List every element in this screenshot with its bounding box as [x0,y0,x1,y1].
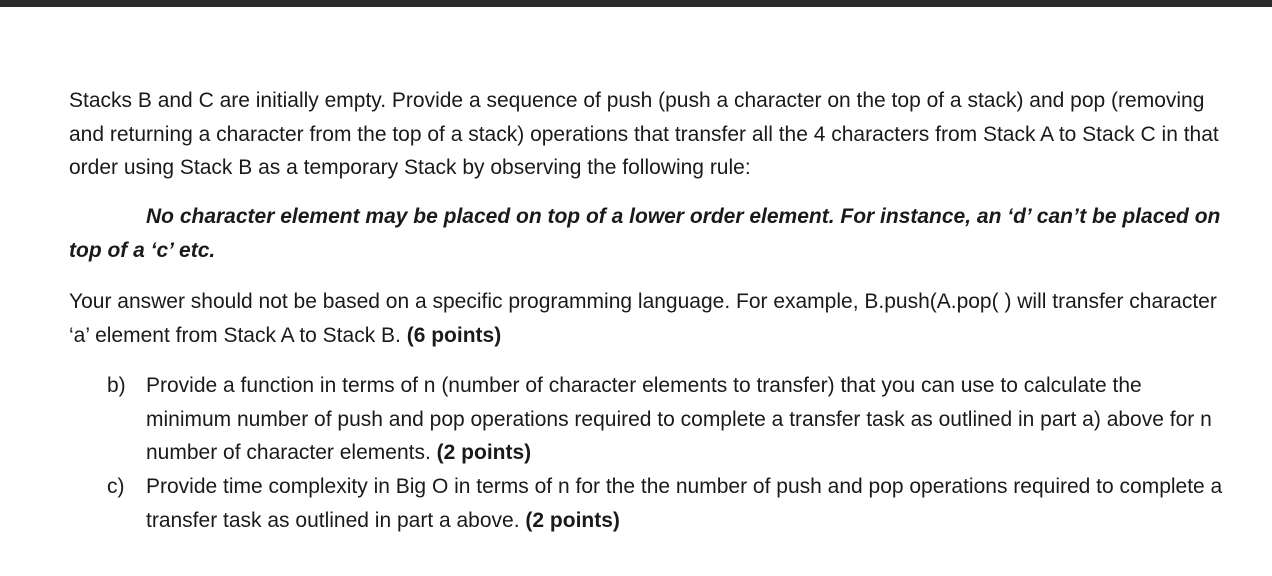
list-marker-b: b) [107,374,126,397]
rule-paragraph: No character element may be placed on top of a lower order element. For instance, an ‘d’ can’t be placed on top of a ‘c’ etc. [69,205,1221,262]
list-text-b-body: Provide a function in terms of n (number of character elements to transfer) that you can use to calculate the minimum number of push and pop operations required to complete a transfer task as outlined in part a) above for n number of character elements. [146,374,1212,464]
list-text-c-body: Provide time complexity in Big O in terms of n for the the number of push and pop operations required to complete a transfer task as outlined in part a above. [146,475,1223,532]
list-points-b: (2 points) [436,441,532,464]
list-points-c: (2 points) [525,508,620,532]
list-text-c [146,470,1231,537]
list-marker-c: c) [107,475,125,498]
intro-paragraph: Stacks B and C are initially empty. Provide a sequence of push (push a character on the top of a stack) and pop (removing and returning a character from the top of a stack) operations that transfer all the 4 characters from Stack A to Stack C in that order using Stack B as a temporary Stack by observing the following rule: [69,89,1219,179]
answer-note-text: Your answer should not be based on a specific programming language. For example, B.push(A.pop( ) will transfer character ‘a’ element from Stack A to Stack B. [69,290,1217,347]
answer-note-paragraph [69,285,1229,352]
list-text-b [146,369,1231,470]
answer-points: (6 points) [406,323,502,347]
